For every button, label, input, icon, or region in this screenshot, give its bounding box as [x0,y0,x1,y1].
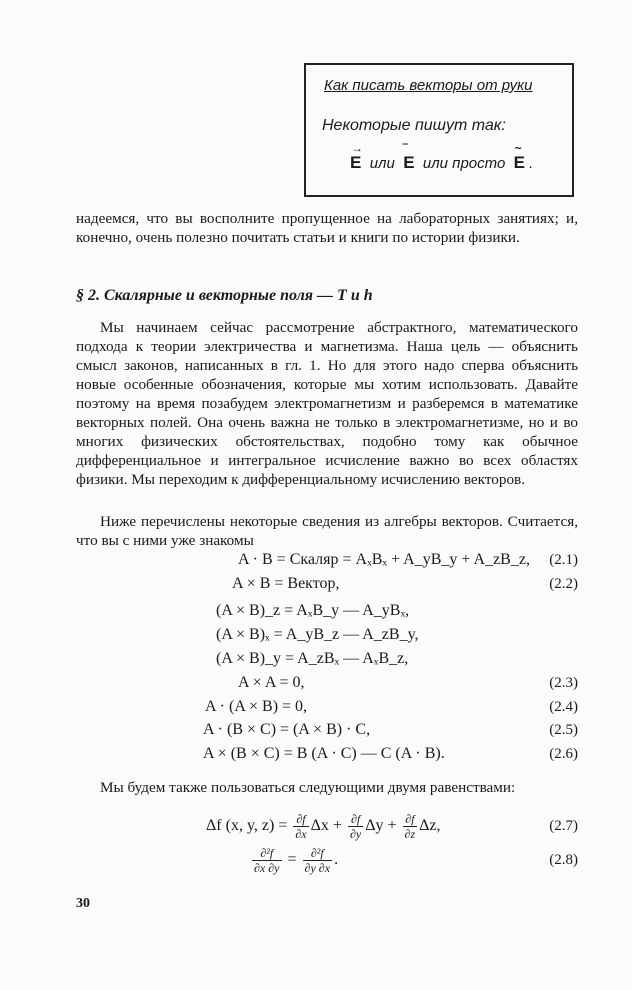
vector-arrow-notation: → E [350,141,363,172]
section-title: § 2. Скалярные и векторные поля — T и h [76,287,373,304]
equation-2-7: Δf (x, y, z) = $\frac{\partial f}{\partial x}$ Δx + $\frac{\partial f}{\partial y}$ Δy + $\frac{\partial f}{\partial z}$ Δz, [206,812,441,841]
equation-2-2: A × B = Вектор, [232,575,340,592]
fraction-df-dx: $\frac{\partial f}{\partial x}$ [295,812,307,841]
equation-2-6: A × (B × C) = B (A · C) — C (A · B). [203,745,445,762]
or-simply-label: или просто [422,155,506,172]
fraction-df-dy: $\frac{\partial f}{\partial y}$ [349,812,362,841]
handwriting-box [304,63,574,197]
equation-number-2-6: (2.6) [549,746,578,762]
box-vector-examples: → E или ‾ E или просто ~ E . [350,141,534,172]
equation-2-5: A · (B × C) = (A × B) · C, [203,721,371,738]
fraction-d2f-dxdy: $\frac{\text{∂²f}}{\partial x \partial y}$ [254,846,280,875]
paragraph-top: надеемся, что вы восполните пропущенное на лабораторных занятиях; и, конечно, очень полезно почитать статьи и книги по истории физики. [76,210,578,246]
page-number: 30 [76,896,90,911]
paragraph-equalities: Мы будем также пользоваться следующими двумя равенствами: [100,779,516,796]
equation-number-2-3: (2.3) [549,675,578,691]
equation-2-4: A · (A × B) = 0, [205,698,308,715]
fraction-df-dz: $\frac{\partial f}{\partial z}$ [404,812,416,841]
equation-number-2-1: (2.1) [549,552,578,568]
fraction-d2f-dydx: $\frac{\text{∂²f}}{\partial y \partial x}$ [304,846,331,875]
equation-cross-y: (A × B)_y = A_zBₓ — AₓB_z, [216,650,409,667]
or-label: или [369,155,395,172]
box-line-some-write: Некоторые пишут так: [322,117,506,134]
equation-cross-x: (A × B)ₓ = A_yB_z — A_zB_y, [216,626,419,643]
equation-number-2-5: (2.5) [549,722,578,738]
equation-number-2-7: (2.7) [549,818,578,834]
equation-2-8: $\frac{\text{∂²f}}{\partial x \partial y}$ = $\frac{\text{∂²f}}{\partial y \partial x}$ . [254,846,339,875]
vector-tilde-notation: ~ E [513,141,525,172]
paragraph-vector-algebra: Ниже перечислены некоторые сведения из алгебры векторов. Считается, что вы с ними уже знакомы [76,513,578,549]
equation-number-2-2: (2.2) [549,576,578,592]
equation-2-1: A · B = Скаляр = AₓBₓ + A_yB_y + A_zB_z, [238,551,530,568]
equation-number-2-4: (2.4) [549,699,578,715]
equation-cross-z: (A × B)_z = AₓB_y — A_yBₓ, [216,602,410,619]
paragraph-intro: Мы начинаем сейчас рассмотрение абстрактного, математического подхода к теории электричества и магнетизма. Наша цель — объяснить смысл законов, написанных в гл. 1. Но для этого надо сперва объяснить новые особенные обозначения, которые мы хотим использовать. Давайте поэтому на время позабудем электромагнетизм и разберемся в математике векторных полей. Она очень важна не только в электромагнетизме, но и во многих физических обстоятельствах, подобно тому как обычное дифференциальное и интегральное исчисление важно во всех областях физики. Мы переходим к дифференциальному исчислению векторов. [76,319,578,488]
equation-2-3: A × A = 0, [238,674,305,691]
vector-bar-notation: ‾ E [403,142,415,172]
equation-number-2-8: (2.8) [549,852,578,868]
box-heading: Как писать векторы от руки [324,77,533,94]
